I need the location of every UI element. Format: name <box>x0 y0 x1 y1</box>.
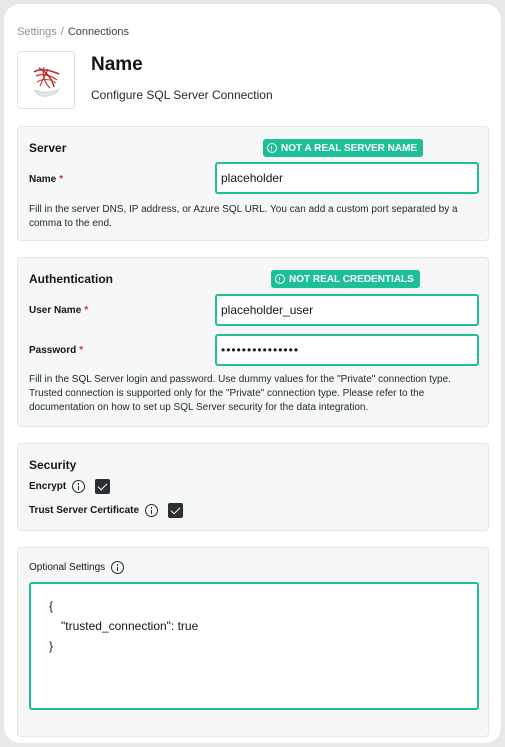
username-label-text: User Name <box>29 305 82 316</box>
json-open-brace: { <box>49 599 54 613</box>
breadcrumb-connections: Connections <box>67 26 129 38</box>
username-input[interactable] <box>215 294 479 326</box>
optional-settings-label-text: Optional Settings <box>29 562 106 573</box>
credentials-warning-text: NOT REAL CREDENTIALS <box>289 273 414 285</box>
authentication-help-text: Fill in the SQL Server login and password. Use dummy values for the "Private" connection type. Trusted connection is supported only for the "Private" connection type. Please refer to the documentation on how to set up SQL Server security for the data integration. <box>29 374 451 413</box>
info-icon[interactable] <box>111 561 124 574</box>
server-warning-text: NOT A REAL SERVER NAME <box>281 142 418 154</box>
trust-certificate-checkbox[interactable] <box>168 503 183 518</box>
authentication-section-title: Authentication <box>29 272 113 286</box>
alert-icon <box>267 143 277 153</box>
server-name-label <box>29 174 63 185</box>
trust-certificate-row <box>29 503 183 518</box>
encrypt-label: Encrypt <box>29 481 67 492</box>
server-warning-badge <box>263 139 423 157</box>
required-mark: * <box>59 174 64 185</box>
trust-certificate-label: Trust Server Certificate <box>29 505 140 516</box>
breadcrumb <box>17 26 129 38</box>
page-subtitle: Configure SQL Server Connection <box>91 88 273 102</box>
server-card <box>17 126 489 241</box>
app-frame <box>4 4 501 743</box>
server-help-text: Fill in the server DNS, IP address, or Azure SQL URL. You can add a custom port separated by a comma to the end. <box>29 204 458 229</box>
credentials-warning-badge <box>271 270 420 288</box>
required-mark: * <box>84 305 89 316</box>
connector-logo <box>17 51 75 109</box>
optional-settings-card <box>17 547 489 737</box>
authentication-card <box>17 257 489 427</box>
server-name-input[interactable] <box>215 162 479 194</box>
security-section-title: Security <box>29 458 77 472</box>
breadcrumb-separator: / <box>60 26 64 38</box>
encrypt-row <box>29 479 110 494</box>
json-close-brace: } <box>49 639 54 653</box>
username-label <box>29 305 88 316</box>
encrypt-checkbox[interactable] <box>95 479 110 494</box>
alert-icon <box>275 274 285 284</box>
server-name-label-text: Name <box>29 174 57 185</box>
json-line: "trusted_connection": true <box>61 619 199 633</box>
password-input[interactable] <box>215 334 479 366</box>
password-label-text: Password <box>29 345 77 356</box>
sql-server-logo-icon <box>26 60 68 102</box>
optional-settings-label <box>29 561 124 574</box>
breadcrumb-settings[interactable]: Settings <box>17 26 57 38</box>
required-mark: * <box>79 345 84 356</box>
password-label <box>29 345 83 356</box>
info-icon[interactable] <box>145 504 158 517</box>
security-card <box>17 443 489 531</box>
page-title: Name <box>91 54 143 75</box>
optional-settings-editor[interactable] <box>29 582 479 710</box>
info-icon[interactable] <box>72 480 85 493</box>
server-section-title: Server <box>29 141 67 155</box>
